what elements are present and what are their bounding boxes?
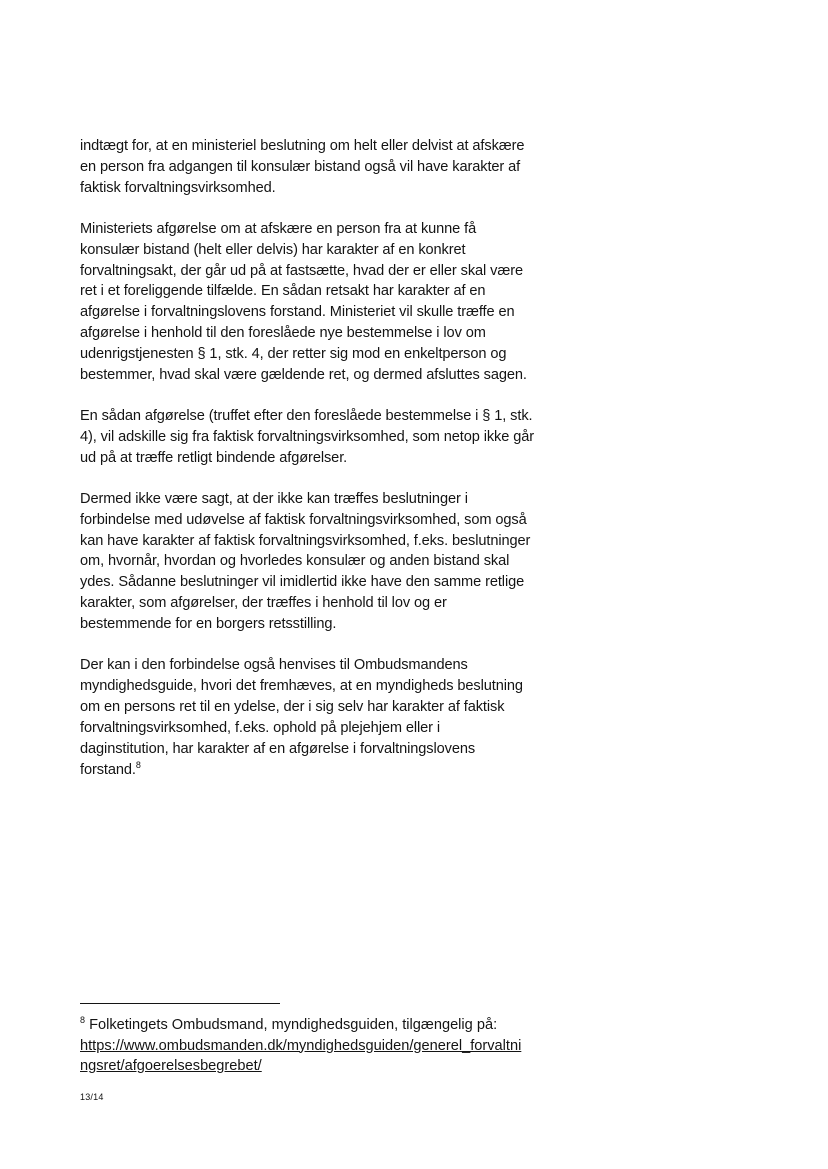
document-body — [80, 136, 580, 800]
footnote-text-line — [80, 1015, 580, 1036]
footnote-link-part-1[interactable]: https://www.ombudsmanden.dk/myndighedsguiden/generel_forvaltni — [80, 1037, 522, 1054]
text-line: ret i et foreliggende tilfælde. En sådan retsakt har karakter af en — [80, 283, 486, 300]
text-line: forbindelse med udøvelse af faktisk forvaltningsvirksomhed, som også — [80, 511, 527, 528]
paragraph-3 — [80, 406, 580, 469]
footnote-reference[interactable]: 8 — [135, 759, 141, 770]
text-line: bestemmende for en borgers retsstilling. — [80, 616, 337, 633]
footnote-separator — [80, 1003, 280, 1004]
text-line: 4), vil adskille sig fra faktisk forvaltningsvirksomhed, som netop ikke går — [80, 428, 535, 445]
text-line: kan have karakter af faktisk forvaltningsvirksomhed, f.eks. beslutninger — [80, 532, 531, 549]
paragraph-2 — [80, 219, 580, 386]
footnote-link-line — [80, 1036, 580, 1057]
text-line: daginstitution, har karakter af en afgørelse i forvaltningslovens — [80, 740, 476, 757]
text-line: indtægt for, at en ministeriel beslutning om helt eller delvist at afskære — [80, 138, 525, 154]
text-line: en person fra adgangen til konsulær bistand også vil have karakter af — [80, 158, 521, 175]
page-number: 13/14 — [80, 1092, 104, 1102]
text-line: om en persons ret til en ydelse, der i sig selv har karakter af faktisk — [80, 698, 505, 715]
text-line: konsulær bistand (helt eller delvis) har karakter af en konkret — [80, 241, 466, 258]
paragraph-1 — [80, 136, 580, 199]
text-line: ud på at træffe retligt bindende afgørelser. — [80, 449, 348, 466]
footnote — [80, 1015, 580, 1077]
text-line: karakter, som afgørelser, der træffes i henhold til lov og er — [80, 595, 447, 612]
text-line: ydes. Sådanne beslutninger vil imidlertid ikke have den samme retlige — [80, 574, 525, 591]
last-line-text: forstand. — [80, 761, 136, 778]
text-line: afgørelse i henhold til den foreslåede nye bestemmelse i lov om — [80, 325, 486, 342]
text-line: Der kan i den forbindelse også henvises til Ombudsmandens — [80, 657, 468, 674]
text-line: afgørelse i forvaltningslovens forstand. Ministeriet vil skulle træffe en — [80, 304, 515, 321]
text-line: myndighedsguide, hvori det fremhæves, at en myndigheds beslutning — [80, 677, 523, 694]
text-line: Dermed ikke være sagt, at der ikke kan træffes beslutninger i — [80, 490, 468, 507]
footnote-text: Folketingets Ombudsmand, myndighedsguiden, tilgængelig på: — [85, 1017, 498, 1033]
footnote-link-part-2[interactable]: ngsret/afgoerelsesbegrebet/ — [80, 1058, 262, 1074]
text-line — [80, 760, 580, 781]
text-line: faktisk forvaltningsvirksomhed. — [80, 179, 276, 196]
text-line: forvaltningsvirksomhed, f.eks. ophold på plejehjem eller i — [80, 719, 441, 736]
text-line: bestemmer, hvad skal være gældende ret, og dermed afsluttes sagen. — [80, 367, 527, 384]
text-line: forvaltningsakt, der går ud på at fastsætte, hvad der er eller skal være — [80, 262, 523, 279]
text-line: udenrigstjenesten § 1, stk. 4, der retter sig mod en enkeltperson og — [80, 346, 507, 363]
text-line: En sådan afgørelse (truffet efter den foreslåede bestemmelse i § 1, stk. — [80, 407, 533, 424]
paragraph-5 — [80, 655, 580, 780]
footnote-link-line — [80, 1056, 580, 1077]
text-line: Ministeriets afgørelse om at afskære en person fra at kunne få — [80, 220, 477, 237]
text-line: om, hvornår, hvordan og hvorledes konsulær og anden bistand skal — [80, 553, 510, 570]
paragraph-4 — [80, 489, 580, 635]
footnote-marker: 8 — [80, 1015, 86, 1026]
